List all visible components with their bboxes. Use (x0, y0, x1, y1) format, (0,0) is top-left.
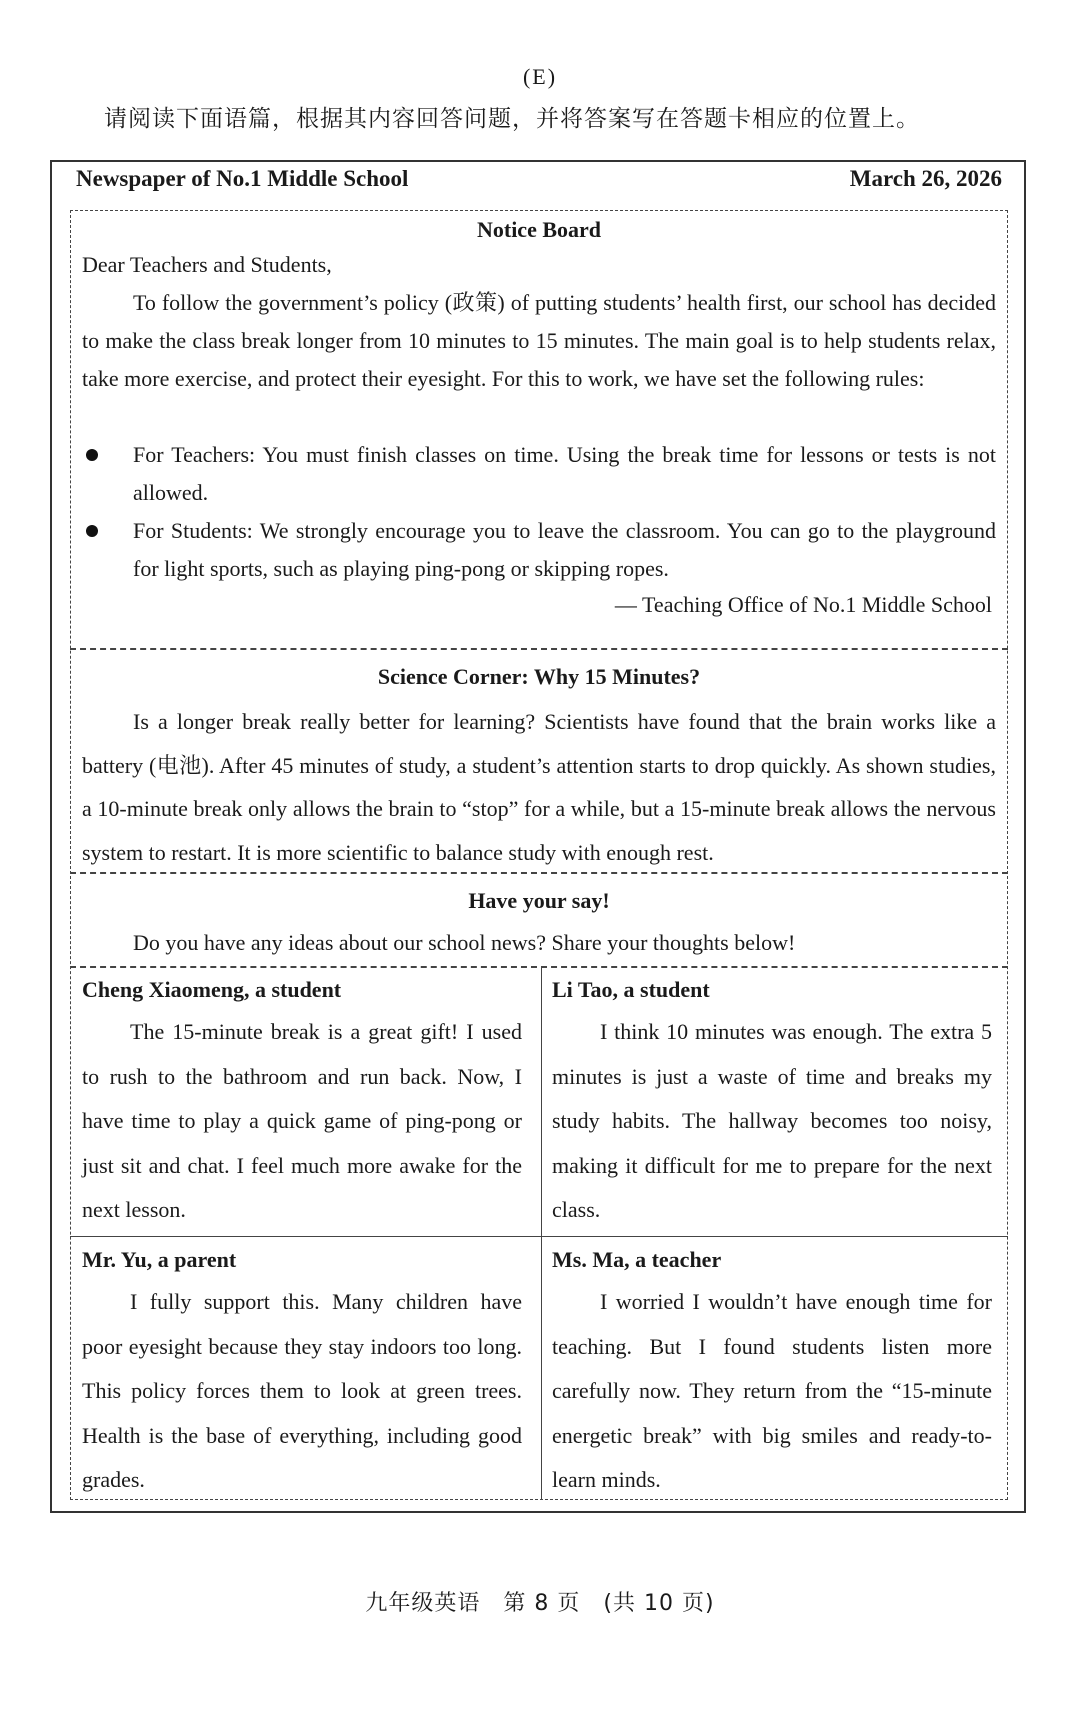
comment-author: Cheng Xiaomeng, a student (82, 977, 342, 1002)
newspaper-name: Newspaper of No.1 Middle School (76, 166, 409, 191)
science-corner-title: Science Corner: Why 15 Minutes? (377, 664, 701, 689)
comment-text: I think 10 minutes was enough. The extra 5 minutes is just a waste of time and breaks my study habits. The hallway becomes too noisy, making it difficult for me to prepare for the next class. (552, 1019, 992, 1222)
comment-card (82, 970, 522, 1233)
notice-rule-students: For Students: We strongly encourage you to leave the classroom. You can go to the playground for light sports, such as playing ping-pong or skipping ropes. (82, 512, 996, 588)
instruction-text: 请阅读下面语篇，根据其内容回答问题，并将答案写在答题卡相应的位置上。 (104, 106, 920, 132)
notice-board-title: Notice Board (476, 217, 602, 242)
comment-card (552, 970, 992, 1233)
comment-text: I worried I wouldn’t have enough time for teaching. But I found students listen more carefully now. They return from the “15-minute energetic break” with big smiles and ready-to-learn minds. (552, 1289, 992, 1492)
section-label: (E) (522, 64, 558, 89)
notice-greeting: Dear Teachers and Students, (82, 252, 332, 277)
section-divider (70, 872, 1008, 874)
section-divider (70, 648, 1008, 650)
comment-author: Li Tao, a student (552, 977, 710, 1002)
newspaper-date: March 26, 2026 (849, 166, 1002, 191)
comment-card (82, 1240, 522, 1503)
comment-card (552, 1240, 992, 1503)
comment-author: Ms. Ma, a teacher (552, 1247, 722, 1272)
page-footer: 九年级英语 第 8 页 (共 10 页) (365, 1591, 715, 1616)
bullet-icon (86, 449, 98, 461)
have-your-say-title: Have your say! (468, 888, 610, 913)
comment-author: Mr. Yu, a parent (82, 1247, 237, 1272)
comment-text: The 15-minute break is a great gift! I used to rush to the bathroom and run back. Now, I have time to play a quick game of ping-pong or just sit and chat. I feel much more awake for the next lesson. (82, 1019, 522, 1222)
notice-intro: To follow the government’s policy (政策) of putting students’ health first, our school has decided to make the class break longer from 10 minutes to 15 minutes. The main goal is to help students relax, take more exercise, and protect their eyesight. For this to work, we have set the following rules: (82, 290, 996, 391)
comment-text: I fully support this. Many children have poor eyesight because they stay indoors too long. This policy forces them to look at green trees. Health is the base of everything, including good grades. (82, 1289, 522, 1492)
comment-row-divider (70, 1236, 1008, 1237)
bullet-icon (86, 525, 98, 537)
section-divider (70, 966, 1008, 968)
science-corner-text: Is a longer break really better for learning? Scientists have found that the brain works like a battery (电池). After 45 minutes of study, a student’s attention starts to drop quickly. As shown studies, a 10-minute break only allows the brain to “stop” for a while, but a 15-minute break allows the nervous system to restart. It is more scientific to balance study with enough rest. (82, 709, 996, 865)
have-your-say-prompt: Do you have any ideas about our school news? Share your thoughts below! (133, 930, 796, 955)
notice-rule-teachers: For Teachers: You must finish classes on time. Using the break time for lessons or tests is not allowed. (82, 436, 996, 512)
notice-signature: — Teaching Office of No.1 Middle School (614, 592, 992, 617)
comment-column-divider (541, 966, 542, 1500)
